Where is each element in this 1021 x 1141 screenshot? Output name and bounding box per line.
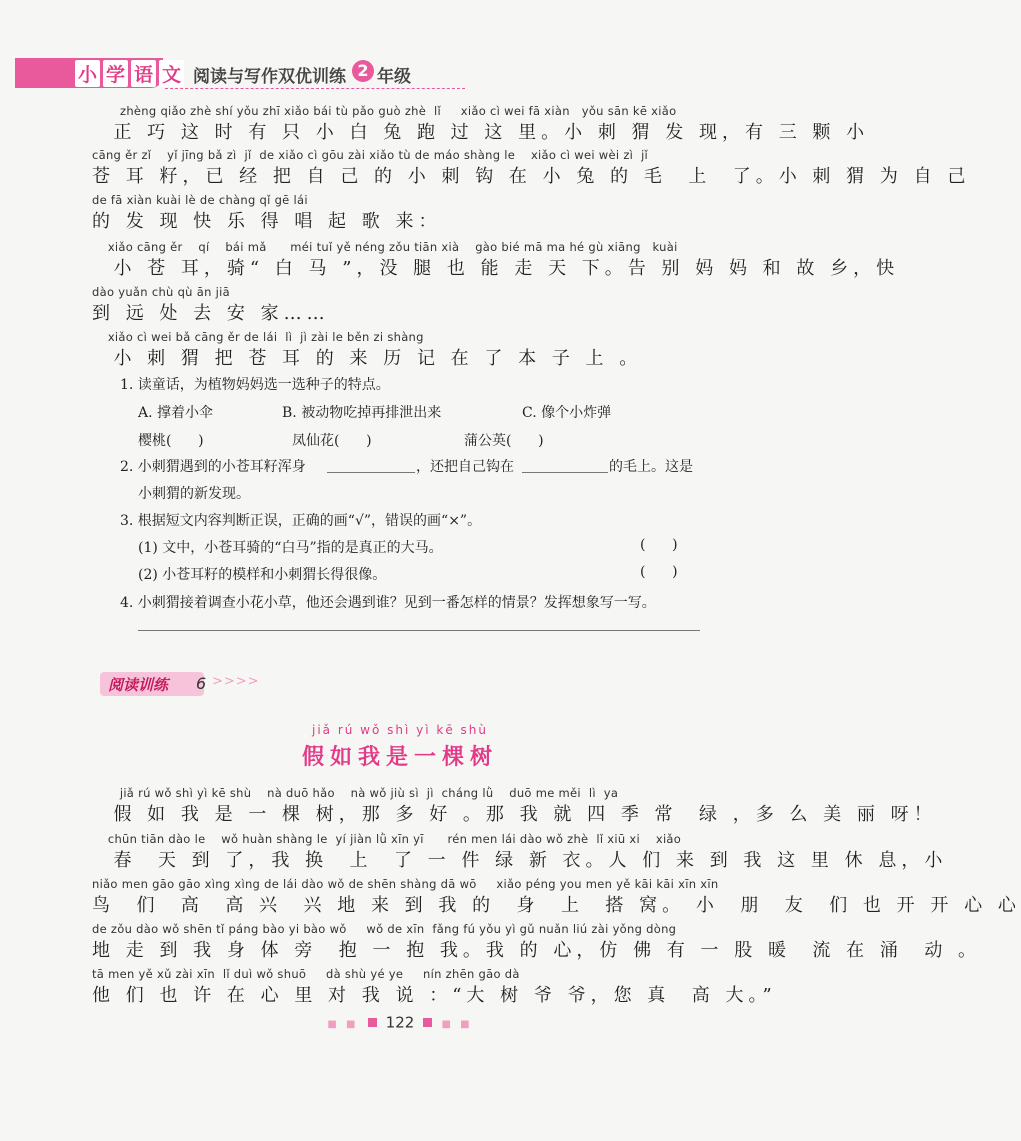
story-text-line: 小 刺 猬 把 苍 耳 的 来 历 记 在 了 本 子 上 。 <box>92 348 643 369</box>
question-2-part-c: 的毛上。这是 <box>609 459 693 475</box>
question-2-part-a: 2. 小刺猬遇到的小苍耳籽浑身 <box>120 459 306 475</box>
footer-dots-right-icon: ■ ■ <box>441 1019 473 1030</box>
subject-char: 文 <box>159 60 184 87</box>
answer-item-balsam[interactable]: 凤仙花( ) <box>292 433 372 449</box>
poem-text-line: 他 们 也 许 在 心 里 对 我 说 ：“大 树 爷 爷，您 真 高 大。” <box>92 985 777 1006</box>
story-text-line: 小 苍 耳，骑“ 白 马 ”，没 腿 也 能 走 天 下。告 别 妈 妈 和 故 乡，快 <box>92 258 900 279</box>
page-number: 122 <box>385 1013 415 1032</box>
poem-pinyin-line: chūn tiān dào le wǒ huàn shàng le yí jiàn lǜ xīn yī rén men lái dào wǒ zhè lǐ xiū xi xiǎo <box>92 832 682 846</box>
question-2-part-d: 小刺猬的新发现。 <box>138 486 250 502</box>
question-2-part-b: ，还把自己钩在 <box>416 459 514 475</box>
section-arrows-icon: >>>> <box>212 674 260 689</box>
answer-blank-2[interactable] <box>522 472 608 473</box>
story-text-line: 正 巧 这 时 有 只 小 白 兔 跑 过 这 里。小 刺 猬 发 现，有 三 颗 小 <box>92 122 870 143</box>
poem-text-line: 假 如 我 是 一 棵 树，那 多 好 。那 我 就 四 季 常 绿 ，多 么 美 丽 呀！ <box>92 804 937 825</box>
page-footer <box>0 1012 800 1032</box>
option-a: A. 撑着小伞 <box>138 405 214 421</box>
story-pinyin-line: xiǎo cì wei bǎ cāng ěr de lái lì jì zài le běn zi shàng <box>92 330 424 344</box>
option-b: B. 被动物吃掉再排泄出来 <box>282 405 442 421</box>
question-4: 4. 小刺猬接着调查小花小草，他还会遇到谁？见到一番怎样的情景？发挥想象写一写。 <box>120 595 656 611</box>
poem-text-line: 地 走 到 我 身 体 旁 抱 一 抱 我。我 的 心，仿 佛 有 一 股 暖 流 在 涌 动 。 <box>92 940 982 961</box>
story-text-line: 到 远 处 去 安 家…… <box>92 303 330 324</box>
answer-paren-1[interactable]: ( ) <box>640 537 678 553</box>
page-title: 假如我是一棵树 <box>301 745 498 770</box>
section-number: 6 <box>196 674 207 693</box>
question-3-item-2: (2) 小苍耳籽的模样和小刺猬长得很像。 <box>138 567 387 583</box>
subject-char: 语 <box>131 60 156 87</box>
poem-text-line: 鸟 们 高 高 兴 兴 地 来 到 我 的 身 上 搭 窝。 小 朋 友 们 也 开 开 心 心 <box>92 895 1021 916</box>
poem-text-line: 春 天 到 了，我 换 上 了 一 件 绿 新 衣。人 们 来 到 我 这 里 休 息，小 <box>92 850 948 871</box>
header-divider <box>165 88 465 89</box>
answer-blank-1[interactable] <box>327 472 415 473</box>
subject-char: 学 <box>103 60 128 87</box>
story-pinyin-line: zhèng qiǎo zhè shí yǒu zhī xiǎo bái tù pǎo guò zhè lǐ xiǎo cì wei fā xiàn yǒu sān kē xiǎo <box>120 104 677 118</box>
grade-label: 年级 <box>377 67 411 87</box>
question-1: 1. 读童话，为植物妈妈选一选种子的特点。 <box>120 377 390 393</box>
footer-square-left-icon <box>368 1018 377 1027</box>
answer-item-dandelion[interactable]: 蒲公英( ) <box>464 433 544 449</box>
poem-pinyin-line: tā men yě xǔ zài xīn lǐ duì wǒ shuō dà shù yé ye nín zhēn gāo dà <box>92 967 520 981</box>
footer-dots-left-icon: ■ ■ <box>327 1019 359 1030</box>
section-label: 阅读训练 <box>108 676 169 694</box>
subject-char: 小 <box>75 60 100 87</box>
story-text-line: 苍 耳 籽，已 经 把 自 己 的 小 刺 钩 在 小 兔 的 毛 上 了。小 刺 猬 为 自 己 <box>92 166 971 187</box>
story-pinyin-line: de fā xiàn kuài lè de chàng qǐ gē lái <box>92 193 308 207</box>
answer-item-cherry[interactable]: 樱桃( ) <box>138 433 204 449</box>
story-pinyin-line: cāng ěr zǐ yǐ jīng bǎ zì jǐ de xiǎo cì gōu zài xiǎo tù de máo shàng le xiǎo cì wei wèi zì jǐ <box>92 148 649 162</box>
writing-line[interactable] <box>138 630 700 631</box>
subject-label <box>75 60 187 87</box>
page-header <box>15 58 785 92</box>
answer-paren-2[interactable]: ( ) <box>640 564 678 580</box>
story-text-line: 的 发 现 快 乐 得 唱 起 歌 来： <box>92 211 442 232</box>
poem-pinyin-line: de zǒu dào wǒ shēn tǐ páng bào yi bào wǒ wǒ de xīn fǎng fú yǒu yì gǔ nuǎn liú zài yǒng dòng <box>92 922 677 936</box>
title-pinyin: jiǎ rú wǒ shì yì kē shù <box>311 723 489 737</box>
grade-number-badge: 2 <box>352 60 374 82</box>
poem-pinyin-line: jiǎ rú wǒ shì yì kē shù nà duō hǎo nà wǒ jiù sì jì cháng lǜ duō me měi lì ya <box>104 786 619 800</box>
question-3-item-1: (1) 文中，小苍耳骑的“白马”指的是真正的大马。 <box>138 540 443 556</box>
poem-pinyin-line: niǎo men gāo gāo xìng xìng de lái dào wǒ de shēn shàng dā wō xiǎo péng you men yě kāi kāi xīn xīn <box>92 877 719 891</box>
series-title: 阅读与写作双优训练 <box>193 67 346 87</box>
footer-square-right-icon <box>423 1018 432 1027</box>
story-pinyin-line: xiǎo cāng ěr qí bái mǎ méi tuǐ yě néng zǒu tiān xià gào bié mā ma hé gù xiāng kuài <box>92 240 678 254</box>
question-3: 3. 根据短文内容判断正误，正确的画“√”，错误的画“×”。 <box>120 513 482 529</box>
story-pinyin-line: dào yuǎn chù qù ān jiā <box>92 285 230 299</box>
option-c: C. 像个小炸弹 <box>522 405 612 421</box>
